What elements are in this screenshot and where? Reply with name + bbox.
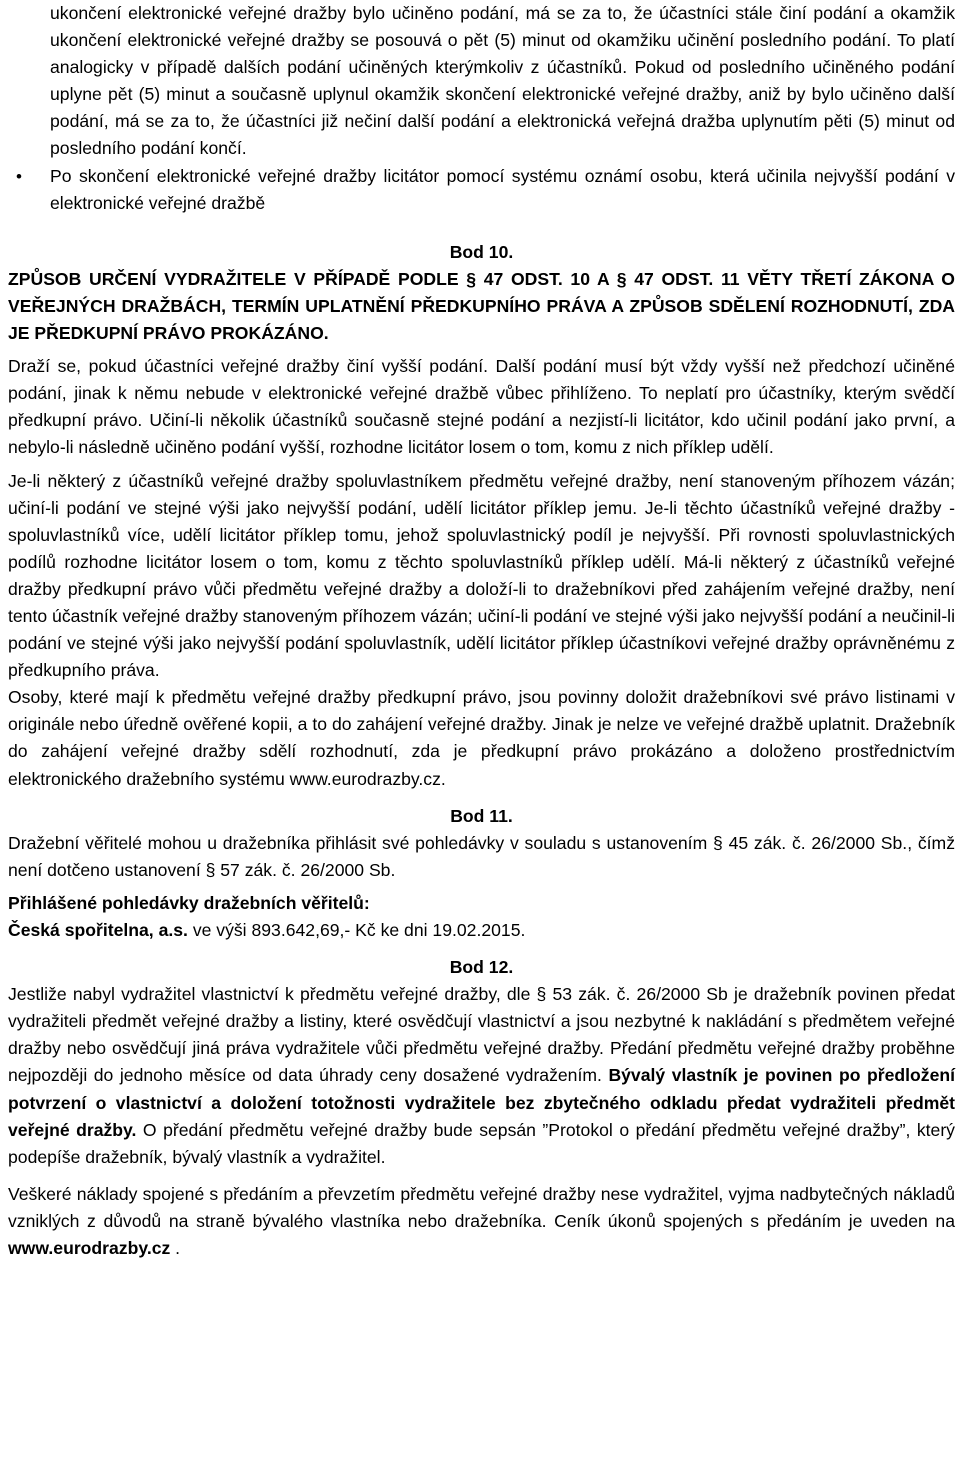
bod12-costs-text: Veškeré náklady spojené s předáním a převzetím předmětu veřejné dražby nese vydražitel, vyjma nadbytečných nákladů vzniklých z důvodů na straně bývalého vlastníka nebo dražebníka. Ceník úkonů spojených s předáním je uveden na xyxy=(8,1183,955,1231)
bod10-paragraph: Osoby, které mají k předmětu veřejné dražby předkupní právo, jsou povinny doložit dražebníkovi své právo listinami v originále nebo úředně ověřené kopii, a to do zahájení veřejné dražby. Jinak je nelze ve veřejné dražbě uplatnit. Dražebník do zahájení veřejné dražby sdělí rozhodnutí, zda je předkupní právo prokázáno a doloženo prostřednictvím elektronického dražebního systému www.eurodrazby.cz. xyxy=(8,687,955,789)
creditor-name: Česká spořitelna, a.s. xyxy=(8,920,188,940)
bod12-text-tail: O předání předmětu veřejné dražby bude sepsán ”Protokol o předání předmětu veřejné dražby”, který podepíše dražebník, bývalý vlastník a vydražitel. xyxy=(8,1119,955,1167)
bod10-heading: Bod 10. xyxy=(449,241,514,262)
bullet-item xyxy=(16,163,955,217)
bod10-paragraph: Je-li některý z účastníků veřejné dražby spoluvlastníkem předmětu veřejné dražby, není stanoveným příhozem vázán; učiní-li podání ve stejné výši jako nejvyšší podání, udělí licitátor příklep jemu. Je-li těchto účastníků veřejné dražby - spoluvlastníků více, udělí licitátor příklep tomu, jehož spoluvlastnický podíl je nejvyšší. Při rovnosti spoluvlastnických podílů rozhodne licitátor losem o tom, komu z těchto spoluvlastníků příklep udělí. Má-li některý z účastníků veřejné dražby předkupní právo vůči předmětu veřejné dražby a doloží-li to dražebníkovi před zahájením veřejné dražby, není tento účastník veřejné dražby stanoveným příhozem vázán; učiní-li podání ve stejné výši jako nejvyšší podání a neučinil-li podání ve stejné výši jako nejvyšší podání spoluvlastník, udělí licitátor příklep účastníkovi veřejné dražby oprávněnému z předkupního práva. xyxy=(8,470,955,681)
bod10-paragraph: Draží se, pokud účastníci veřejné dražby činí vyšší podání. Další podání musí být vždy vyšší než předchozí učiněné podání, jinak k němu nebude v elektronické veřejné dražbě vůbec přihlíženo. To neplatí pro účastníky, kterým svědčí předkupní právo. Učiní-li několik účastníků současně stejné podání a nezjistí-li licitátor, kdo učinil podání jako první, a nebylo-li následně učiněno podání vyšší, rozhodne licitátor losem o tom, komu z nich příklep udělí. xyxy=(8,356,955,458)
bod12-paragraph xyxy=(8,1181,955,1262)
bod11-paragraph: Dražební věřitelé mohou u dražebníka přihlásit své pohledávky v souladu s ustanovením § 45 zák. č. 26/2000 Sb., čímž není dotčeno ustanovení § 57 zák. č. 26/2000 Sb. xyxy=(8,832,955,880)
creditor-line xyxy=(8,917,955,944)
bod10-title: ZPŮSOB URČENÍ VYDRAŽITELE V PŘÍPADĚ PODLE § 47 ODST. 10 A § 47 ODST. 11 VĚTY TŘETÍ ZÁKONA O VEŘEJNÝCH DRAŽBÁCH, TERMÍN UPLATNĚNÍ PŘEDKUPNÍHO PRÁVA A ZPŮSOB SDĚLENÍ ROZHODNUTÍ, ZDA JE PŘEDKUPNÍ PRÁVO PROKÁZÁNO. xyxy=(8,268,955,344)
creditor-amount: ve výši 893.642,69,- Kč ke dni 19.02.2015. xyxy=(187,920,526,940)
bod12-bold-text: Bývalý vlastník je povinen po předložení potvrzení o vlastnictví a doložení totožnosti vydražitele bez zbytečného odkladu předat vydražiteli předmět veřejné dražby. xyxy=(8,1065,955,1140)
bullet-item-continuation: ukončení elektronické veřejné dražby bylo učiněno podání, má se za to, že účastníci stále činí podání a okamžik ukončení elektronické veřejné dražby se posouvá o pět (5) minut od okamžiku učinění posledního podání. To platí analogicky v případě dalších podání učiněných kterýmkoliv z účastníků. Pokud od posledního učiněného podání uplyne pět (5) minut a současně uplynul okamžik skončení elektronické veřejné dražby, aniž by bylo učiněno další podání, má se za to, že účastníci již nečiní další podání a elektronická veřejná dražba uplynutím pěti (5) minut od posledního podání končí. xyxy=(50,3,955,159)
bullet-item-text: Po skončení elektronické veřejné dražby licitátor pomocí systému oznámí osobu, která učinila nejvyšší podání v elektronické veřejné dražbě xyxy=(50,165,955,213)
eurodrazby-link[interactable]: www.eurodrazby.cz xyxy=(8,1238,171,1259)
claims-title: Přihlášené pohledávky dražebních věřitelů: xyxy=(8,892,370,913)
bod12-heading: Bod 12. xyxy=(449,957,514,978)
bullet-icon: • xyxy=(16,166,22,186)
bullet-list xyxy=(8,0,955,217)
bod11-heading: Bod 11. xyxy=(450,805,513,826)
bod12-paragraph xyxy=(8,981,955,1171)
bod12-text: Jestliže nabyl vydražitel vlastnictví k předmětu veřejné dražby, dle § 53 zák. č. 26/2000 Sb je dražebník povinen předat vydražiteli předmět veřejné dražby a listiny, které osvědčují vlastnictví a jsou nezbytné k nakládání s předmětem veřejné dražby nebo osvědčují jiná práva vydražitele vůči předmětu veřejné dražby. Předání předmětu veřejné dražby proběhne nejpozději do jednoho měsíce od data úhrady ceny dosažené vydražením. xyxy=(8,984,955,1086)
bod12-costs-end: . xyxy=(170,1238,181,1259)
